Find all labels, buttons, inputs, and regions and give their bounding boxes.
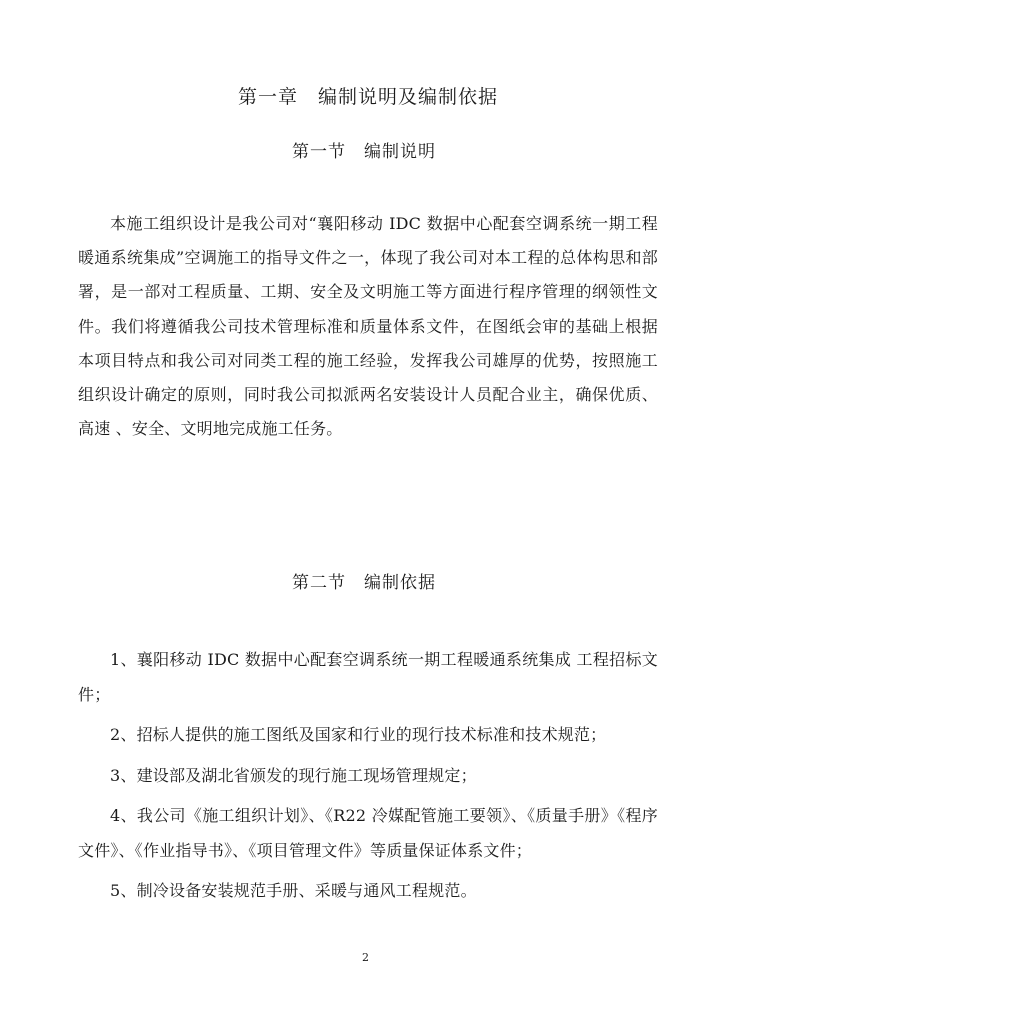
basis-list-item: 4、我公司《施工组织计划》、《R22 冷媒配管施工要领》、《质量手册》《程序文件》、《作业指导书》、《项目管理文件》等质量保证体系文件；: [78, 806, 658, 860]
basis-list-item: 1、襄阳移动 IDC 数据中心配套空调系统一期工程暖通系统集成 工程招标文件；: [78, 650, 658, 704]
section-1-paragraph: 本施工组织设计是我公司对“襄阳移动 IDC 数据中心配套空调系统一期工程暖通系统集成”空调施工的指导文件之一，体现了我公司对本工程的总体构思和部署，是一部对工程质量、工期、安全及文明施工等方面进行程序管理的纲领性文件。我们将遵循我公司技术管理标准和质量体系文件，在图纸会审的基础上根据本项目特点和我公司对同类工程的施工经验，发挥我公司雄厚的优势，按照施工组织设计确定的原则，同时我公司拟派两名安装设计人员配合业主，确保优质、高速 、安全、文明地完成施工任务。: [78, 214, 658, 439]
basis-list-item: 3、建设部及湖北省颁发的现行施工现场管理规定；: [110, 765, 477, 785]
basis-list-item: 2、招标人提供的施工图纸及国家和行业的现行技术标准和技术规范；: [110, 725, 607, 744]
chapter-title: 第一章 编制说明及编制依据: [238, 86, 499, 108]
page-number: 2: [362, 951, 369, 964]
section-2-title: 第二节 编制依据: [292, 573, 436, 593]
basis-list: [78, 643, 658, 915]
section-1-title: 第一节 编制说明: [292, 142, 436, 162]
basis-list-item: 5、制冷设备安装规范手册、采暖与通风工程规范。: [110, 881, 477, 900]
